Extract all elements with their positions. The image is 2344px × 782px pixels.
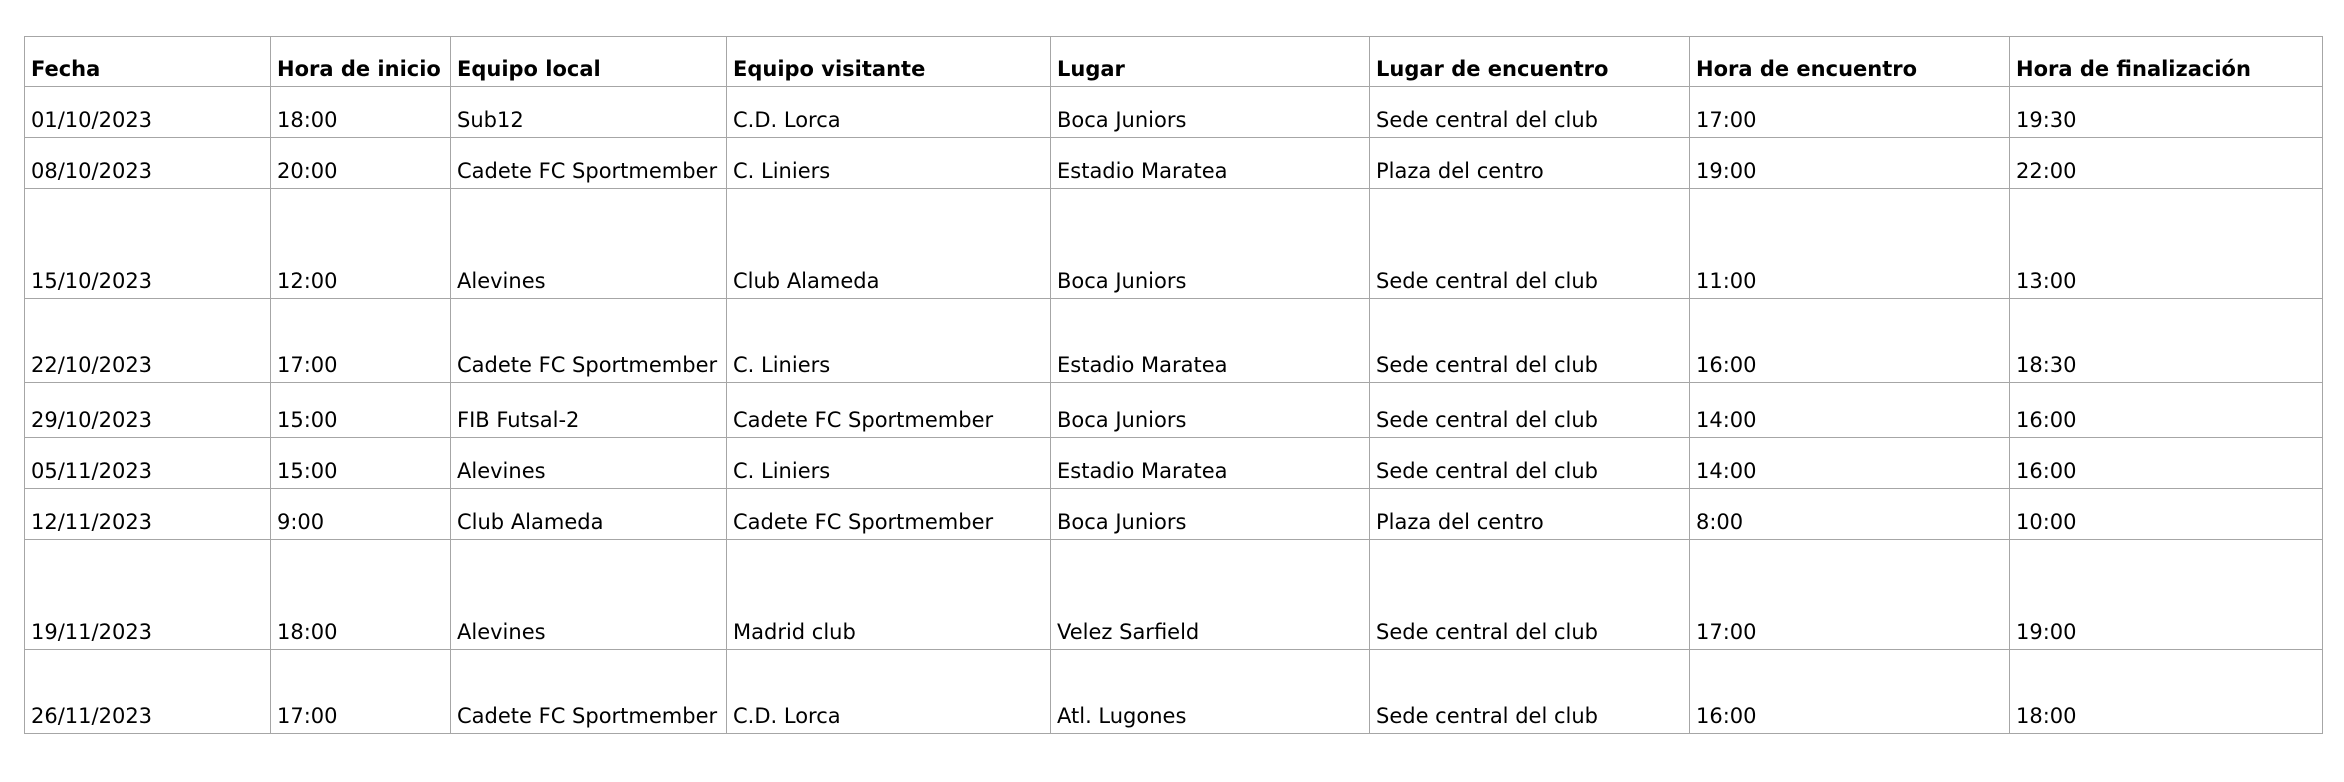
cell-equipo-local: Alevines bbox=[451, 540, 727, 650]
match-schedule-table bbox=[24, 36, 2323, 734]
cell-hora-encuentro: 8:00 bbox=[1690, 489, 2010, 540]
cell-equipo-local: Club Alameda bbox=[451, 489, 727, 540]
cell-fecha: 08/10/2023 bbox=[25, 138, 271, 189]
cell-hora-encuentro: 16:00 bbox=[1690, 299, 2010, 383]
cell-hora-encuentro: 16:00 bbox=[1690, 650, 2010, 734]
table-row bbox=[25, 87, 2323, 138]
cell-equipo-visitante: Club Alameda bbox=[727, 189, 1051, 299]
cell-lugar-encuentro: Plaza del centro bbox=[1370, 138, 1690, 189]
cell-hora-inicio: 17:00 bbox=[271, 650, 451, 734]
cell-hora-finalizacion: 19:30 bbox=[2010, 87, 2323, 138]
table-header bbox=[25, 37, 2323, 87]
cell-hora-inicio: 12:00 bbox=[271, 189, 451, 299]
table-row bbox=[25, 299, 2323, 383]
cell-equipo-visitante: Cadete FC Sportmember bbox=[727, 383, 1051, 438]
cell-hora-finalizacion: 16:00 bbox=[2010, 438, 2323, 489]
cell-lugar: Boca Juniors bbox=[1051, 489, 1370, 540]
header-equipo-visitante: Equipo visitante bbox=[727, 37, 1051, 87]
cell-hora-encuentro: 14:00 bbox=[1690, 438, 2010, 489]
cell-hora-encuentro: 17:00 bbox=[1690, 540, 2010, 650]
cell-lugar-encuentro: Sede central del club bbox=[1370, 87, 1690, 138]
cell-equipo-visitante: C.D. Lorca bbox=[727, 650, 1051, 734]
cell-hora-inicio: 9:00 bbox=[271, 489, 451, 540]
cell-fecha: 19/11/2023 bbox=[25, 540, 271, 650]
cell-hora-finalizacion: 10:00 bbox=[2010, 489, 2323, 540]
cell-equipo-visitante: C. Liniers bbox=[727, 299, 1051, 383]
cell-hora-encuentro: 19:00 bbox=[1690, 138, 2010, 189]
header-lugar: Lugar bbox=[1051, 37, 1370, 87]
header-fecha: Fecha bbox=[25, 37, 271, 87]
cell-hora-finalizacion: 13:00 bbox=[2010, 189, 2323, 299]
header-row bbox=[25, 37, 2323, 87]
header-equipo-local: Equipo local bbox=[451, 37, 727, 87]
cell-equipo-local: Cadete FC Sportmember bbox=[451, 299, 727, 383]
cell-equipo-visitante: Cadete FC Sportmember bbox=[727, 489, 1051, 540]
cell-fecha: 05/11/2023 bbox=[25, 438, 271, 489]
cell-lugar: Estadio Maratea bbox=[1051, 138, 1370, 189]
cell-lugar: Atl. Lugones bbox=[1051, 650, 1370, 734]
cell-hora-inicio: 18:00 bbox=[271, 87, 451, 138]
cell-fecha: 15/10/2023 bbox=[25, 189, 271, 299]
cell-hora-encuentro: 14:00 bbox=[1690, 383, 2010, 438]
cell-hora-inicio: 20:00 bbox=[271, 138, 451, 189]
cell-lugar: Boca Juniors bbox=[1051, 383, 1370, 438]
cell-lugar-encuentro: Sede central del club bbox=[1370, 299, 1690, 383]
cell-fecha: 22/10/2023 bbox=[25, 299, 271, 383]
table-body bbox=[25, 87, 2323, 734]
cell-hora-finalizacion: 18:30 bbox=[2010, 299, 2323, 383]
cell-lugar: Estadio Maratea bbox=[1051, 438, 1370, 489]
table-row bbox=[25, 189, 2323, 299]
cell-fecha: 29/10/2023 bbox=[25, 383, 271, 438]
cell-lugar-encuentro: Sede central del club bbox=[1370, 438, 1690, 489]
cell-lugar-encuentro: Plaza del centro bbox=[1370, 489, 1690, 540]
cell-hora-finalizacion: 16:00 bbox=[2010, 383, 2323, 438]
cell-equipo-local: Alevines bbox=[451, 438, 727, 489]
cell-equipo-local: Cadete FC Sportmember bbox=[451, 650, 727, 734]
cell-equipo-local: Alevines bbox=[451, 189, 727, 299]
cell-lugar-encuentro: Sede central del club bbox=[1370, 189, 1690, 299]
cell-hora-encuentro: 17:00 bbox=[1690, 87, 2010, 138]
header-hora-encuentro: Hora de encuentro bbox=[1690, 37, 2010, 87]
cell-lugar-encuentro: Sede central del club bbox=[1370, 650, 1690, 734]
cell-lugar: Estadio Maratea bbox=[1051, 299, 1370, 383]
table-row bbox=[25, 489, 2323, 540]
cell-fecha: 01/10/2023 bbox=[25, 87, 271, 138]
cell-hora-inicio: 15:00 bbox=[271, 438, 451, 489]
header-lugar-encuentro: Lugar de encuentro bbox=[1370, 37, 1690, 87]
cell-lugar: Boca Juniors bbox=[1051, 87, 1370, 138]
cell-equipo-local: Sub12 bbox=[451, 87, 727, 138]
cell-lugar-encuentro: Sede central del club bbox=[1370, 383, 1690, 438]
cell-lugar: Boca Juniors bbox=[1051, 189, 1370, 299]
table-row bbox=[25, 138, 2323, 189]
cell-equipo-local: Cadete FC Sportmember bbox=[451, 138, 727, 189]
cell-equipo-local: FIB Futsal-2 bbox=[451, 383, 727, 438]
cell-hora-inicio: 15:00 bbox=[271, 383, 451, 438]
cell-lugar-encuentro: Sede central del club bbox=[1370, 540, 1690, 650]
table-row bbox=[25, 438, 2323, 489]
table-row bbox=[25, 540, 2323, 650]
cell-hora-finalizacion: 22:00 bbox=[2010, 138, 2323, 189]
header-hora-finalizacion: Hora de finalización bbox=[2010, 37, 2323, 87]
cell-lugar: Velez Sarfield bbox=[1051, 540, 1370, 650]
cell-hora-inicio: 17:00 bbox=[271, 299, 451, 383]
cell-hora-finalizacion: 18:00 bbox=[2010, 650, 2323, 734]
cell-equipo-visitante: C. Liniers bbox=[727, 138, 1051, 189]
table-row bbox=[25, 383, 2323, 438]
cell-fecha: 12/11/2023 bbox=[25, 489, 271, 540]
cell-equipo-visitante: C.D. Lorca bbox=[727, 87, 1051, 138]
cell-hora-inicio: 18:00 bbox=[271, 540, 451, 650]
cell-equipo-visitante: C. Liniers bbox=[727, 438, 1051, 489]
table-row bbox=[25, 650, 2323, 734]
cell-hora-encuentro: 11:00 bbox=[1690, 189, 2010, 299]
header-hora-inicio: Hora de inicio bbox=[271, 37, 451, 87]
cell-hora-finalizacion: 19:00 bbox=[2010, 540, 2323, 650]
cell-equipo-visitante: Madrid club bbox=[727, 540, 1051, 650]
cell-fecha: 26/11/2023 bbox=[25, 650, 271, 734]
